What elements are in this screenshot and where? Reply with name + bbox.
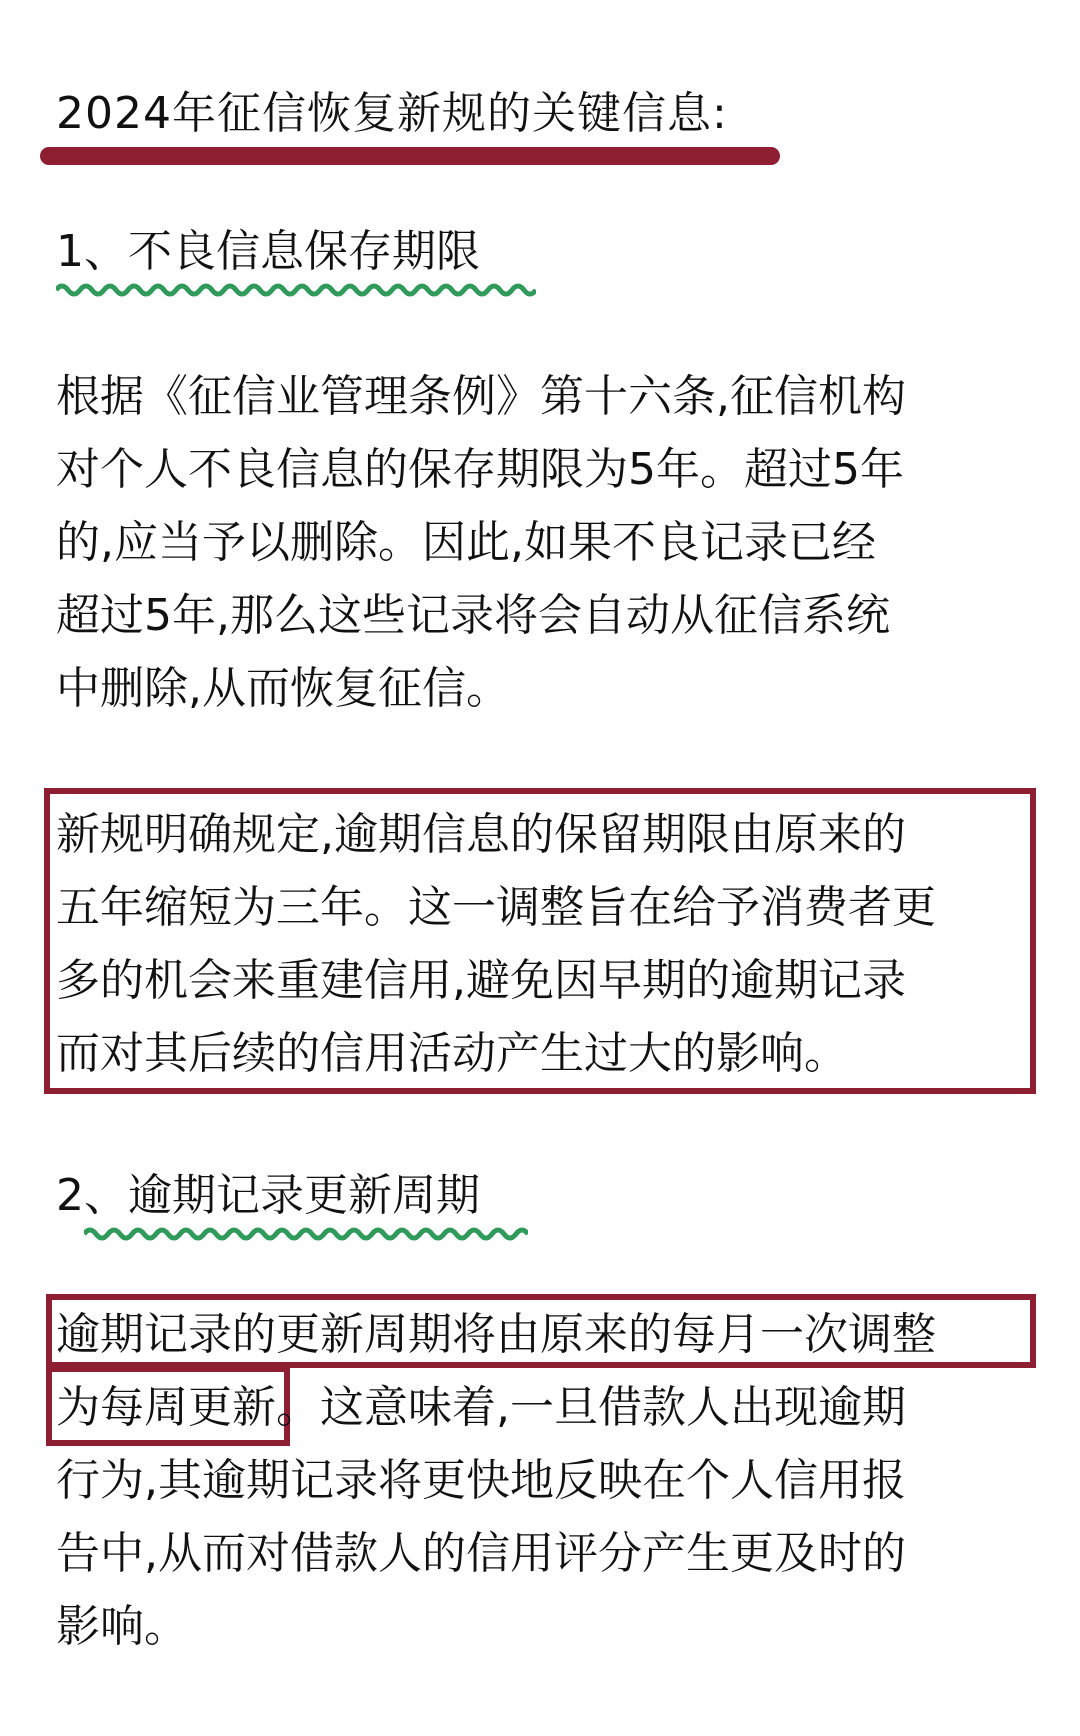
paragraph-line: 新规明确规定,逾期信息的保留期限由原来的 bbox=[56, 809, 906, 860]
paragraph-line: 逾期记录的更新周期将由原来的每月一次调整 bbox=[56, 1309, 936, 1360]
section-2-heading: 2、逾期记录更新周期 bbox=[56, 1170, 480, 1221]
paragraph-line: 根据《征信业管理条例》第十六条,征信机构 bbox=[56, 371, 906, 422]
section-1-wavy-underline bbox=[56, 282, 536, 298]
paragraph-line: 多的机会来重建信用,避免因早期的逾期记录 bbox=[56, 955, 906, 1006]
paragraph-line: 中删除,从而恢复征信。 bbox=[56, 663, 510, 714]
section-1-heading: 1、不良信息保存期限 bbox=[56, 226, 480, 277]
page-title: 2024年征信恢复新规的关键信息: bbox=[56, 88, 728, 139]
paragraph-line: 影响。 bbox=[56, 1601, 188, 1652]
paragraph-line: 对个人不良信息的保存期限为5年。超过5年 bbox=[56, 444, 904, 495]
paragraph-line: 超过5年,那么这些记录将会自动从征信系统 bbox=[56, 590, 890, 641]
section-1-paragraph-2 bbox=[56, 798, 1026, 1090]
section-2-paragraph bbox=[56, 1298, 1026, 1663]
section-1-paragraph-1 bbox=[56, 360, 1026, 725]
paragraph-line: 的,应当予以删除。因此,如果不良记录已经 bbox=[56, 517, 876, 568]
paragraph-line: 告中,从而对借款人的信用评分产生更及时的 bbox=[56, 1528, 906, 1579]
section-2-wavy-underline bbox=[84, 1226, 528, 1242]
paragraph-line: 而对其后续的信用活动产生过大的影响。 bbox=[56, 1028, 848, 1079]
line-continuation: 。这意味着,一旦借款人出现逾期 bbox=[276, 1382, 906, 1433]
title-underline bbox=[40, 147, 780, 165]
paragraph-line: 行为,其逾期记录将更快地反映在个人信用报 bbox=[56, 1455, 906, 1506]
paragraph-line: 五年缩短为三年。这一调整旨在给予消费者更 bbox=[56, 882, 936, 933]
paragraph-line bbox=[56, 1371, 1026, 1444]
boxed-phrase: 为每周更新 bbox=[56, 1382, 276, 1433]
